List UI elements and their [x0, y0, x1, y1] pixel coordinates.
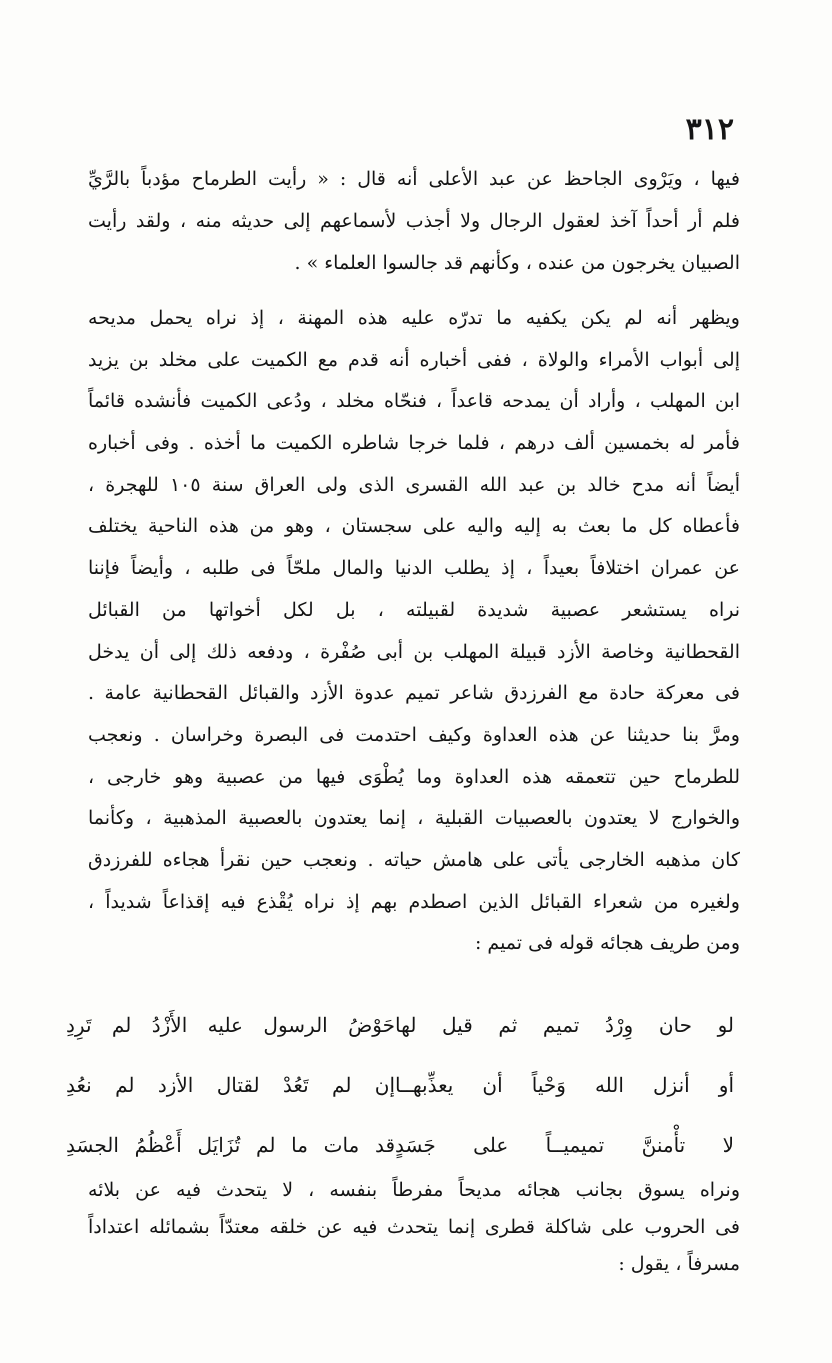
- text-line: ولغيره من شعراء القبائل الذين اصطدم بهم إذ نراه يُقْذع فيه إقذاعاً شديداً ،: [88, 890, 740, 913]
- verse-first-hemistich: أو أنزل الله وَحْياً أن يعذِّبهــا: [395, 1073, 734, 1097]
- poem-verse: [66, 995, 734, 1055]
- text-line: نراه يستشعر عصبية شديدة لقبيلته ، بل لكل أخواتها من القبائل: [88, 598, 740, 621]
- text-line: ومن طريف هجائه قوله فى تميم :: [474, 932, 740, 955]
- text-line: فى الحروب على شاكلة قطرى إنما يتحدث فيه عن خلقه معتدّاً بشمائله اعتداداً: [88, 1216, 740, 1238]
- text-line: ونراه يسوق بجانب هجائه مديحاً مفرطاً بنفسه ، لا يتحدث فيه عن بلائه: [88, 1179, 740, 1201]
- text-line: مسرفاً ، يقول :: [618, 1253, 740, 1275]
- text-line: للطرماح حين تتعمقه هذه العداوة وما يُطْوَى فيها من عصبية وهو خارجى ،: [88, 765, 740, 788]
- text-line: ابن المهلب ، وأراد أن يمدحه قاعداً ، فنحّاه مخلد ، ودُعى الكميت فأنشده قائماً: [88, 390, 740, 413]
- text-line: ويظهر أنه لم يكن يكفيه ما تدرّه عليه هذه المهنة ، إذ نراه يحمل مديحه: [88, 307, 740, 329]
- text-line: إلى أبواب الأمراء والولاة ، ففى أخباره أنه قدم مع الكميت على مخلد بن يزيد: [88, 348, 740, 371]
- page-number: ٣١٢: [685, 112, 734, 147]
- text-line: أيضاً أنه مدح خالد بن عبد الله القسرى الذى ولى العراق سنة ١٠٥ للهجرة ،: [88, 473, 740, 496]
- text-line: فيها ، ويَرْوى الجاحظ عن عبد الأعلى أنه قال : « رأيت الطرماح مؤدباً بالرَّيِّ: [88, 168, 740, 190]
- text-line: فلم أر أحداً آخذ لعقول الرجال ولا أجذب لأسماعهم إلى حديثه منه ، ولقد رأيت: [88, 210, 740, 232]
- verse-second-hemistich: حَوْضُ الرسول عليه الأَزْدُ لم تَرِدِ: [66, 1013, 396, 1037]
- text-line: القحطانية وخاصة الأزد قبيلة المهلب بن أبى صُفْرة ، ودفعه ذلك إلى أن يدخل: [88, 640, 740, 663]
- text-line: عن عمران اختلافاً بعيداً ، إذ يطلب الدنيا والمال ملحّاً فى طلبه ، وأيضاً فإننا: [88, 557, 740, 580]
- paragraph-2: [88, 298, 740, 965]
- verse-first-hemistich: لو حان وِرْدُ تميم ثم قيل لها: [395, 1013, 734, 1037]
- text-line: ومرَّ بنا حديثنا عن هذه العداوة وكيف احتدمت فى البصرة وخراسان . ونعجب: [88, 723, 740, 746]
- verse-first-hemistich: لا تأْمننَّ تميميــاً على جَسَدٍ: [395, 1133, 734, 1157]
- verse-second-hemistich: إن لم تَعُدْ لقتال الأزد لم نعُدِ: [66, 1073, 396, 1097]
- paragraph-3: [88, 1172, 740, 1283]
- verse-second-hemistich: قد مات ما لم تُزَايَل أَعْظُمُ الجسَدِ: [66, 1133, 396, 1157]
- text-line: فأعطاه كل ما بعث به إليه واليه على سجستان ، وهو من هذه الناحية يختلف: [88, 515, 740, 538]
- poem-verse: [66, 1115, 734, 1175]
- poem: [66, 995, 734, 1175]
- poem-verse: [66, 1055, 734, 1115]
- text-line: كان مذهبه الخارجى يأتى على هامش حياته . ونعجب حين نقرأ هجاءه للفرزدق: [88, 848, 740, 871]
- paragraph-1: [88, 158, 740, 284]
- text-line: فأمر له بخمسين ألف درهم ، فلما خرجا شاطره الكميت ما أخذه . وفى أخباره: [88, 432, 740, 455]
- text-line: والخوارج لا يعتدون بالعصبيات القبلية ، إنما يعتدون بالعصبية المذهبية ، وكأنما: [88, 807, 740, 830]
- text-line: فى معركة حادة مع الفرزدق شاعر تميم عدوة الأزد والقبائل القحطانية عامة .: [88, 682, 740, 705]
- text-line: الصبيان يخرجون من عنده ، وكأنهم قد جالسوا العلماء » .: [294, 252, 740, 274]
